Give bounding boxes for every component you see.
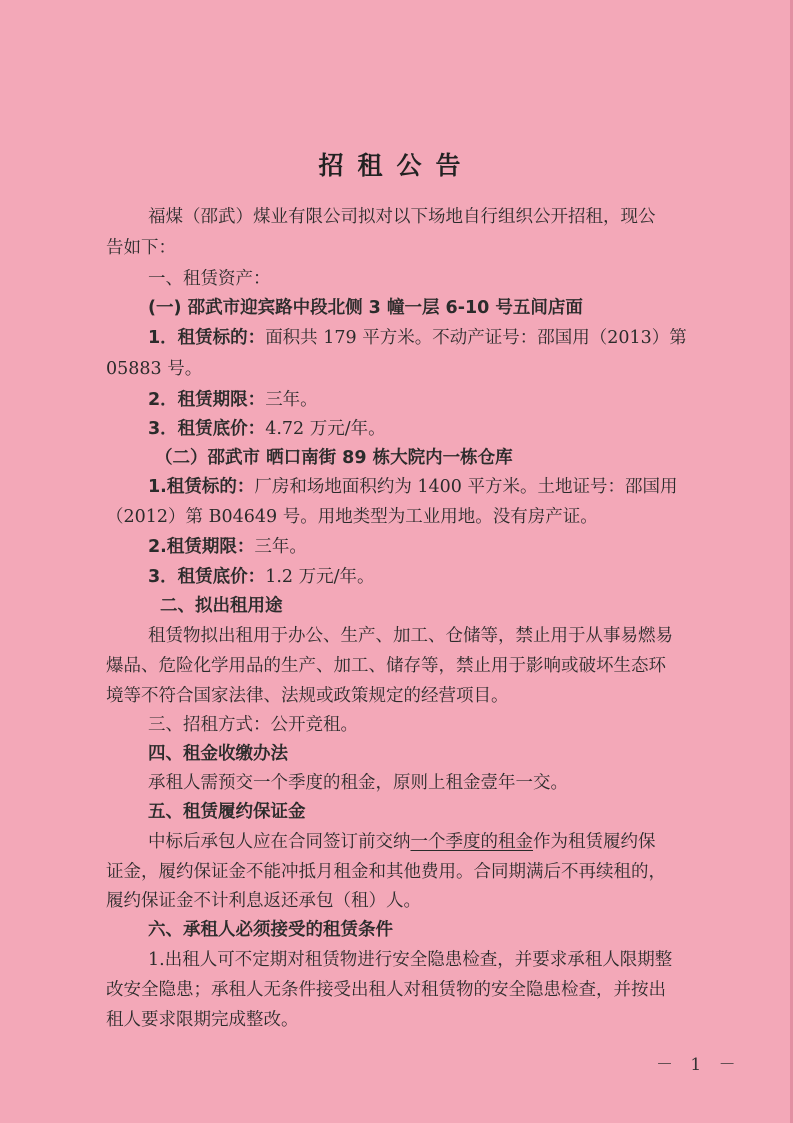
section-4-heading: 四、租金收缴办法 [148,744,288,764]
intro-line-2: 告如下： [106,238,176,258]
item-2-term-text: 三年。 [254,537,307,557]
page-title: 招租公告 [318,151,475,180]
item-2-paragraph-1-cont: （2012）第 B04649 号。用地类型为工业用地。没有房产证。 [106,507,598,527]
section-6-line-1: 1.出租人可不定期对租赁物进行安全隐患检查，并要求承租人限期整 [148,950,673,970]
section-1-heading: 一、租赁资产： [148,269,271,289]
item-1-paragraph-1 [148,326,687,350]
section-6-line-2: 改安全隐患；承租人无条件接受出租人对租赁物的安全隐患检查，并按出 [106,980,666,1000]
item-1-price-text: 4.72 万元/年。 [265,419,386,439]
section-2-line-1: 租赁物拟出租用于办公、生产、加工、仓储等，禁止用于从事易燃易 [148,626,673,646]
deposit-amount-underlined: 一个季度的租金 [410,832,533,852]
item-2-price-text: 1.2 万元/年。 [265,567,375,587]
item-1-target-text: 面积共 179 平方米。不动产证号：邵国用（2013）第 [265,328,687,348]
item-1-target-label: 1．租赁标的： [148,328,266,348]
section-5-line-1-post: 作为租赁履约保 [533,832,656,852]
page-number: － 1 － [656,1055,742,1075]
section-2-line-2: 爆品、危险化学用品的生产、加工、储存等，禁止用于影响或破坏生态环 [106,656,666,676]
item-2-paragraph-3 [148,565,374,589]
item-2-target-text: 厂房和场地面积约为 1400 平方米。土地证号：邵国用 [254,477,678,497]
item-1-term-text: 三年。 [265,390,318,410]
item-1-term-label: 2．租赁期限： [148,390,266,410]
section-5-line-2: 证金，履约保证金不能冲抵月租金和其他费用。合同期满后不再续租的， [106,862,666,882]
section-2-heading: 二、拟出租用途 [160,596,283,616]
item-2-paragraph-1 [148,475,678,499]
section-1-item-1-heading: (一) 邵武市迎宾路中段北侧 3 幢一层 6-10 号五间店面 [148,298,583,318]
section-1-item-2-heading: （二）邵武市 晒口南街 89 栋大院内一栋仓库 [155,448,513,468]
item-1-paragraph-2 [148,388,318,412]
item-2-target-label: 1.租赁标的： [148,477,255,497]
section-3-label: 三、招租方式： [148,715,271,735]
intro-line-1: 福煤（邵武）煤业有限公司拟对以下场地自行组织公开招租，现公 [148,207,656,227]
section-6-line-3: 租人要求限期完成整改。 [106,1010,299,1030]
section-5-heading: 五、租赁履约保证金 [148,802,306,822]
section-3 [148,713,358,737]
item-1-paragraph-1-cont: 05883 号。 [106,359,203,379]
section-5-line-1 [148,830,656,854]
section-5-line-3: 履约保证金不计利息返还承包（租）人。 [106,891,421,911]
section-3-text: 公开竞租。 [270,715,358,735]
section-4-line-1: 承租人需预交一个季度的租金，原则上租金壹年一交。 [148,773,568,793]
item-2-price-label: 3．租赁底价： [148,567,266,587]
item-1-price-label: 3．租赁底价： [148,419,266,439]
item-1-paragraph-3 [148,417,386,441]
item-2-term-label: 2.租赁期限： [148,537,255,557]
item-2-paragraph-2 [148,535,307,559]
section-6-heading: 六、承租人必须接受的租赁条件 [148,920,393,940]
section-5-line-1-pre: 中标后承包人应在合同签订前交纳 [148,832,411,852]
section-2-line-3: 境等不符合国家法律、法规或政策规定的经营项目。 [106,686,509,706]
